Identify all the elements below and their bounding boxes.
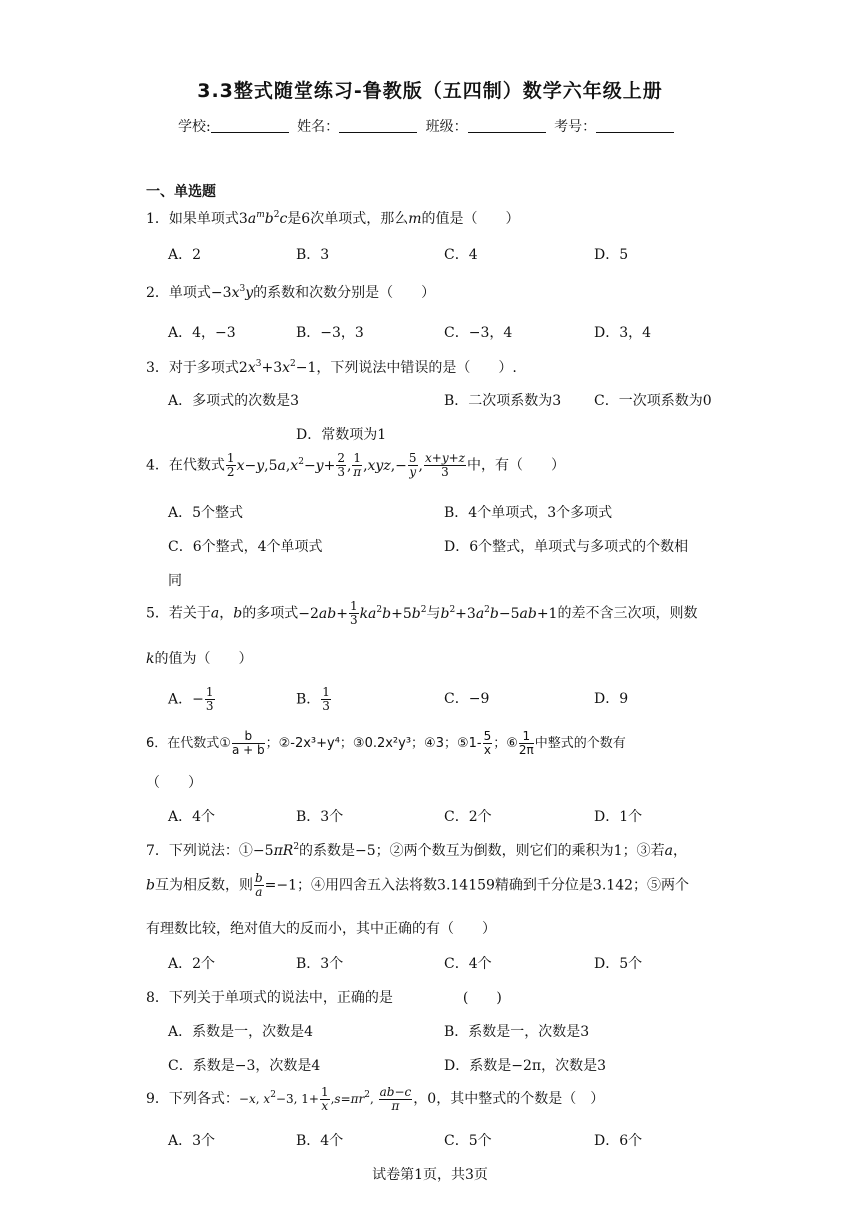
q5-stem-d: 的差不含三次项，则数 — [557, 605, 698, 622]
question-1 — [146, 208, 726, 228]
q3-stem-a: 3．对于多项式 — [146, 360, 239, 376]
q4-stem-b: 中，有（ ） — [467, 457, 565, 474]
q8-option-b: B．系数是一，次数是3 — [444, 1024, 590, 1040]
q3-option-c: C．一次项系数为0 — [594, 393, 712, 409]
q2-option-b: B．−3，3 — [296, 325, 364, 341]
q4-option-a: A．5个整式 — [168, 505, 244, 521]
q6-option-d: D．1个 — [594, 809, 643, 825]
q3-option-b: B．二次项系数为3 — [444, 393, 562, 409]
question-3 — [146, 357, 726, 377]
q1-option-d: D．5 — [594, 247, 629, 263]
q7-line2-a: 互为相反数，则 — [154, 877, 253, 894]
question-2 — [146, 282, 726, 302]
q4-option-c: C．6个整式，4个单项式 — [168, 539, 323, 555]
question-8: 8．下列关于单项式的说法中，正确的是 ( ) — [146, 990, 502, 1006]
q5-option-a: A．− $\frac{1}{3}$ — [168, 685, 214, 713]
question-9 — [146, 1086, 726, 1113]
question-5: 5．若关于a，b的多项式−2ab+ $\frac{1}{3}$ $ka^2b+5b^2$与$b^2+3a^2b-5ab+1$的差不含三次项，则数 — [146, 599, 698, 627]
q5-option-c: C．−9 — [444, 691, 490, 707]
q5-formula-2: $b^2+3a^2b-5ab+1$ — [440, 604, 558, 622]
q5-option-a-label: A． — [168, 691, 193, 708]
q5-stem-2: 的值为（ ） — [154, 651, 253, 667]
exam-no-blank — [596, 118, 674, 133]
q4-option-d: D．6个整式，单项式与多项式的个数相 — [444, 539, 689, 555]
q7-option-c: C．4个 — [444, 956, 492, 972]
q5-stem-c: 与 — [426, 605, 441, 622]
q9-option-d: D．6个 — [594, 1133, 643, 1149]
q5-option-b-label: B． — [296, 691, 321, 708]
question-7-line-2: b互为相反数，则 $\frac{b}{a}$ =−1；④用四舍五入法将数3.14159精确到千分位是3.142；⑤两个 — [146, 871, 690, 899]
q2-option-d: D．3，4 — [594, 325, 652, 341]
q5-stem-b: 的多项式 — [242, 605, 299, 622]
q1-stem-c: 的值是（ ） — [421, 211, 520, 227]
q1-stem-a: 1．如果单项式 — [146, 211, 239, 227]
q3-option-d: D．常数项为1 — [296, 427, 387, 443]
q8-option-d: D．系数是−2π，次数是3 — [444, 1058, 606, 1074]
q2-stem-a: 2．单项式 — [146, 285, 211, 301]
q1-option-c: C．4 — [444, 247, 478, 263]
q5-stem-a: 5．若关于 — [146, 605, 211, 622]
name-label: 姓名： — [297, 119, 340, 135]
q3-stem-b: ，下列说法中错误的是（ ）. — [316, 360, 517, 376]
q9-option-a: A．3个 — [168, 1133, 216, 1149]
q4-option-b: B．4个单项式，3个多项式 — [444, 505, 613, 521]
q7-option-a: A．2个 — [168, 956, 216, 972]
q1-stem-b: 是6次单项式，那么 — [287, 211, 409, 227]
q2-stem-b: 的系数和次数分别是（ ） — [253, 285, 436, 301]
q3-option-a: A．多项式的次数是3 — [168, 393, 300, 409]
question-5-line-2: k的值为（ ） — [146, 651, 253, 667]
q4-formula: $\frac{1}{2}$ $x-y,5a,x^2-y+$ $\frac{2}{3}$ , $\frac{1}{\pi}$ ,xyz,− $\frac{5}{y}$ , $\frac{x+y+z}{3}$ — [226, 451, 465, 479]
q1-var-m: m — [408, 211, 422, 227]
q6-stem-b: ；②-2x³+y⁴；③0.2x²y³；④3；⑤1- — [265, 736, 482, 751]
q8-option-c: C．系数是−3，次数是4 — [168, 1058, 321, 1074]
section-heading: 一、单选题 — [146, 184, 216, 200]
q2-option-a: A．4，−3 — [168, 325, 236, 341]
student-info-line — [178, 116, 678, 136]
q7-line2-b: ；④用四舍五入法将数3.14159精确到千分位是3.142；⑤两个 — [297, 877, 690, 894]
q1-option-b: B．3 — [296, 247, 330, 263]
q8-option-a: A．系数是一，次数是4 — [168, 1024, 314, 1040]
q6-option-c: C．2个 — [444, 809, 492, 825]
q7-line1-b: 的系数是−5；②两个数互为倒数，则它们的乘积为1；③若 — [299, 843, 665, 859]
q7-formula-1: $-5\pi R^2$ — [252, 842, 300, 859]
q9-stem-a: 9．下列各式： — [146, 1091, 239, 1107]
q9-stem-b: ，0，其中整式的个数是（ ） — [413, 1091, 605, 1107]
question-7: 7．下列说法：$①-5\pi R^2$的系数是−5；②两个数互为倒数，则它们的乘积为1；③若a， — [146, 842, 687, 859]
name-blank — [339, 118, 417, 133]
q5-formula-1: −2ab+ $\frac{1}{3}$ $ka^2b+5b^2$ — [298, 599, 427, 627]
q6-stem-c: ；⑥ — [493, 736, 518, 751]
q1-option-a: A．2 — [168, 247, 202, 263]
q4-option-d-cont: 同 — [168, 573, 182, 589]
q4-stem-a: 4．在代数式 — [146, 457, 225, 474]
q9-option-b: B．4个 — [296, 1133, 344, 1149]
q6-stem-line-2: （ ） — [146, 775, 202, 791]
q3-formula: $2x^3+3x^2-1$ — [238, 359, 317, 376]
class-label: 班级： — [425, 119, 468, 135]
school-blank — [211, 118, 289, 133]
q6-stem-a: 6．在代数式① — [146, 736, 231, 751]
q7-option-b: B．3个 — [296, 956, 344, 972]
q2-formula: $-3x^3y$ — [210, 284, 254, 301]
q2-option-c: C．−3，4 — [444, 325, 513, 341]
q5-option-b: B． $\frac{1}{3}$ — [296, 685, 330, 713]
q7-line-3: 有理数比较，绝对值大的反而小，其中正确的有（ ） — [146, 921, 496, 937]
q5-option-d: D．9 — [594, 691, 629, 707]
q6-option-b: B．3个 — [296, 809, 344, 825]
q7-option-d: D．5个 — [594, 956, 643, 972]
page-title: 3.3整式随堂练习-鲁教版（五四制）数学六年级上册 — [197, 80, 663, 102]
q6-option-a: A．4个 — [168, 809, 216, 825]
exam-no-label: 考号： — [554, 119, 597, 135]
q1-formula: $3a^mb^2c$ — [238, 210, 288, 227]
class-blank — [468, 118, 546, 133]
q6-stem-d: 中整式的个数有 — [534, 736, 626, 751]
question-6: 6．在代数式① $\frac{b}{a + b}$ ；②-2x³+y⁴；③0.2x²y³；④3；⑤1- $\frac{5}{x}$ ；⑥ $\frac{1}{2\pi}$ 中整式的个数有 — [146, 729, 626, 757]
q9-formula: −x, $x^2-3$, 1+ $\frac{1}{x}$ $,s=\pi r^2$, $\frac{ab-c}{\pi}$ — [238, 1085, 412, 1113]
school-label: 学校: — [178, 119, 211, 135]
page-footer: 试卷第1页，共3页 — [372, 1167, 488, 1183]
question-4 — [146, 452, 726, 479]
q9-option-c: C．5个 — [444, 1133, 492, 1149]
q7-line1-a: 7．下列说法：① — [146, 843, 253, 859]
